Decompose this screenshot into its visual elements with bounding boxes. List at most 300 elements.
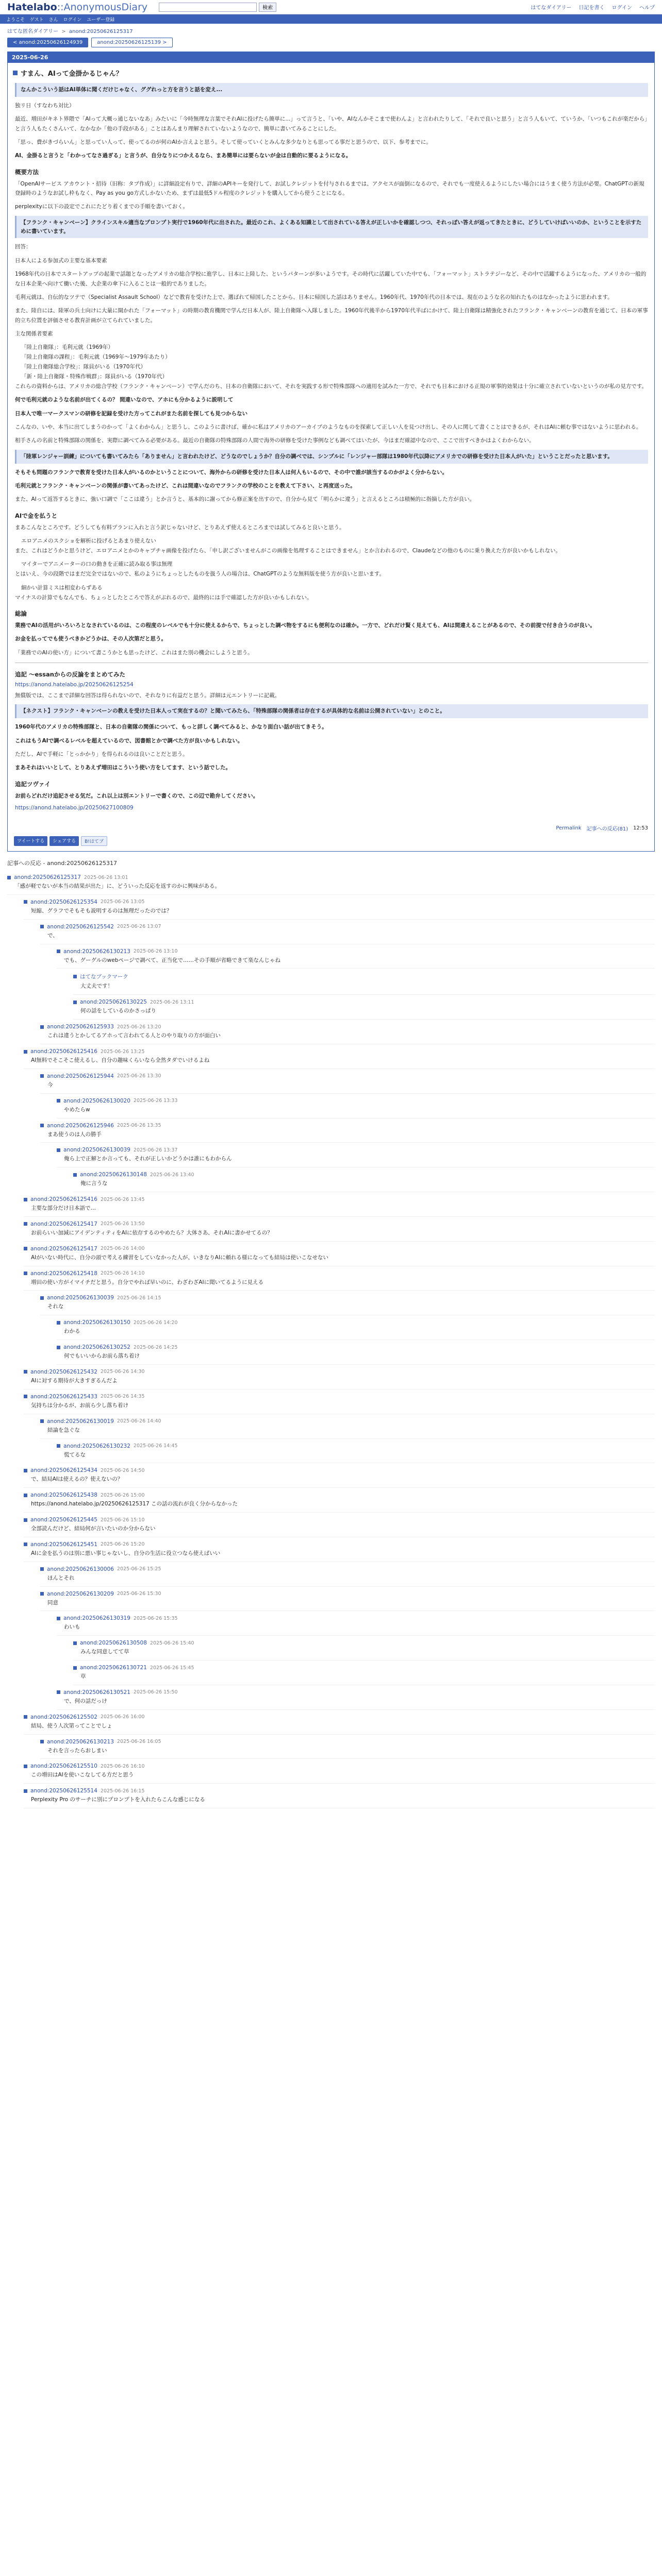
comment-author-link[interactable]: anond:20250626130006 (47, 1566, 114, 1572)
comment-author-link[interactable]: anond:20250626130039 (63, 1147, 130, 1154)
nav-welcome: ようこそ (6, 17, 25, 23)
article-paragraph: こんなの、いや、本当に出てしまうのかって「よくわからん」と思うし、このように書けば、確かに私はアメリカのアーカイブのようなものを探索して正しい人を見つけ出し、その人に関して書くことはできるが、それはAIに頼む事ではないように思われる。 (15, 424, 642, 431)
comment-author-link[interactable]: anond:20250626130252 (63, 1344, 130, 1351)
comment-author-link[interactable]: anond:20250626125417 (30, 1245, 97, 1252)
comment-body: でも、グーグルのwebページで調べて、正当化で……その手順が省略できて楽なんじゃね (57, 955, 655, 969)
article-paragraph: ただし、AIで手軽に「とっかかり」を得られるのは良いことだと思う。 (15, 751, 188, 757)
comment-time: 2025-06-26 14:50 (100, 1467, 145, 1473)
comment-item (57, 944, 655, 969)
article-paragraph: マイナスの計算でもなんでも、ちょっとしたところで答えがぶれるので、最終的には手で確認した方が良いかもしれない。 (15, 594, 312, 601)
article-paragraph-bold: お前らどれだけ追記させる気だ。これ以上は別エントリーで書くので、この辺で勘弁してください。 (15, 792, 259, 799)
comment-time: 2025-06-26 15:50 (133, 1689, 178, 1696)
article-paragraph-bold: お金を払ってでも使うべきかどうかは、その人次第だと思う。 (15, 636, 167, 642)
comment-bullet-icon (24, 1272, 27, 1275)
comment-item (73, 1636, 655, 1660)
article-quote: 【フランク・キャンベーン】クラインスキル適当なプロンプト実行で1960年代に出された。最近のこれ、よくある知識として出されている答えが正しいかを確認しつつ、それっぽい答えが返ってきたときに、どうしていけばいいのか、ということを示すために書いています。 (15, 216, 648, 239)
comment-item (40, 1587, 655, 1612)
comment-time: 2025-06-26 15:45 (150, 1665, 194, 1671)
comment-header (24, 1488, 655, 1498)
article-paragraph: 主な関係者要素 (15, 331, 53, 337)
comment-body: AIがいない時代に、自分の頭で考える練習をしていなかった人が、いきなりAIに頼れる様になっても結局は使いこなせない (24, 1252, 655, 1266)
comment-time: 2025-06-26 14:40 (117, 1418, 161, 1425)
comment-item (57, 1094, 655, 1118)
article-paragraph-bold: 毛利元就とフランク・キャンベーンの関係が書いてあったけど、これは間違いなのでフランクの学校のことを教えて下さい、と再度送った。 (15, 483, 356, 489)
comment-time: 2025-06-26 13:05 (100, 899, 145, 905)
comment-header (24, 1192, 655, 1202)
top-link-write[interactable]: 日記を書く (578, 5, 605, 11)
article-paragraph: 無償版では、ここまで詳細な回答は得られないので、それなりに有益だと思う。詳細は元エントリーに記載。 (15, 692, 280, 699)
comment-author-link[interactable]: anond:20250626130213 (47, 1738, 114, 1745)
comment-item (24, 1365, 655, 1389)
comment-author-link[interactable]: はてなブックマーク (80, 974, 128, 980)
comment-header (24, 1463, 655, 1473)
article-paragraph: 回答： (15, 244, 31, 250)
comment-item (40, 1735, 655, 1759)
comment-author-link[interactable]: anond:20250626125418 (30, 1270, 97, 1277)
comment-item (24, 1192, 655, 1217)
comment-author-link[interactable]: anond:20250626125416 (30, 1196, 97, 1203)
comment-bullet-icon (24, 1543, 27, 1546)
article (7, 52, 655, 852)
article-paragraph-bold: そもそも問題のフランクで教育を受けた日本人がいるのかということについて、海外からの研修を受けた日本人は何人もいるので、その中で誰が該当するのかがよく分からない。 (15, 469, 448, 476)
comment-header (73, 1660, 655, 1671)
comment-time: 2025-06-26 13:10 (133, 948, 178, 955)
comment-body: 何の話をしているのかさっぱり (73, 1005, 655, 1020)
comment-body: お前らいい加減にアイデンティティをAIに依存するのやめたら？大体さあ、それAIに書かせてるの？ (24, 1227, 655, 1242)
comment-author-link[interactable]: anond:20250626125933 (47, 1024, 114, 1030)
breadcrumb (0, 24, 662, 38)
brand-main: Hatelabo (7, 1, 57, 13)
comment-header (40, 1735, 655, 1745)
comment-header (40, 920, 655, 930)
comment-header (57, 1439, 655, 1449)
comment-header (57, 1143, 655, 1153)
comment-body: https://anond.hatelabo.jp/20250626125317 この話の流れが良く分からなかった (24, 1498, 655, 1513)
comment-header (24, 1537, 655, 1548)
comment-author-link[interactable]: anond:20250626130721 (80, 1665, 147, 1671)
comment-time: 2025-06-26 13:11 (150, 999, 194, 1005)
comment-bullet-icon (40, 1740, 44, 1743)
comment-time: 2025-06-26 13:37 (133, 1147, 178, 1153)
comment-header (24, 1389, 655, 1400)
comment-item (73, 1167, 655, 1192)
comment-bullet-icon (24, 1518, 27, 1522)
comment-author-link[interactable]: anond:20250626125542 (47, 923, 114, 930)
article-paragraph: また、これはどうかと思うけど、エロアニメとかのキャプチャ画像を投げたら、「申し訳ございませんがこの画像を処理することはできません」とか言われるので、Claudeなどの他のものに乗り換えた方が良いかもしれない。 (15, 548, 561, 554)
comment-bullet-icon (57, 1617, 60, 1620)
comment-body: それを言ったらおしまい (40, 1745, 655, 1759)
comment-body: やめたらw (57, 1104, 655, 1118)
comment-time: 2025-06-26 14:15 (117, 1295, 161, 1301)
comment-item (40, 1118, 655, 1143)
comment-time: 2025-06-26 14:35 (100, 1394, 145, 1400)
comment-body: 慌てるな (57, 1449, 655, 1464)
comment-bullet-icon (24, 1789, 27, 1793)
comment-bullet-icon (57, 1444, 60, 1448)
comment-bullet-icon (73, 975, 77, 978)
comments-list (7, 870, 655, 1808)
nav-login[interactable]: ログイン (63, 17, 82, 23)
comment-bullet-icon (40, 1025, 44, 1029)
site-logo[interactable] (7, 2, 147, 13)
article-paragraph-bold: まあそれはいいとして、とりあえず増田はこういう使い方をしてます、という話でした。 (15, 765, 231, 771)
article-time: 12:53 (633, 825, 648, 832)
comment-time: 2025-06-26 16:05 (117, 1739, 161, 1745)
comment-bullet-icon (40, 1567, 44, 1571)
comment-author-link[interactable]: anond:20250626130148 (80, 1172, 147, 1178)
comment-author-link[interactable]: anond:20250626130225 (80, 999, 147, 1006)
comment-bullet-icon (24, 1494, 27, 1497)
comment-body: それな (40, 1301, 655, 1315)
comment-bullet-icon (57, 950, 60, 953)
comment-bullet-icon (24, 1050, 27, 1054)
comment-item (24, 1044, 655, 1069)
comment-time: 2025-06-26 15:25 (117, 1566, 161, 1572)
comment-author-link[interactable]: anond:20250626125317 (14, 874, 81, 881)
article-paragraph-bold: AI、金掛ると言うと「わかってなさ過ぎる」と言うが、自分なりにつかえるなら、まあ簡単には要らないが金は自動的に要るようになる。 (15, 152, 352, 159)
prev-entry-button[interactable]: < anond:20250626124939 (7, 38, 88, 47)
comment-item (24, 1389, 655, 1414)
comment-bullet-icon (24, 1222, 27, 1226)
comment-body: 草 (73, 1671, 655, 1685)
comment-item (24, 1759, 655, 1784)
comment-item (73, 995, 655, 1020)
comment-time: 2025-06-26 15:30 (117, 1591, 161, 1597)
comment-header (24, 1044, 655, 1055)
comment-author-link[interactable]: anond:20250626125514 (30, 1788, 97, 1794)
comment-body: 気持ちは分かるが、お前ら少し落ち着け (24, 1400, 655, 1414)
comment-body: AIに対する期待が大きすぎるんだよ (24, 1375, 655, 1389)
comment-body: みんな同意してて草 (73, 1646, 655, 1660)
comment-body: 同意 (40, 1597, 655, 1612)
article-paragraph: これらの資料からは、アメリカの総合学校（フランク・キャンベーン）で学んだのち、日本の自衛隊において、それを実践する形で特殊部隊への適用を試みた一方で、それでも日本における正規の軍事的効果は十分に確立されていないというのが私の見方です。 (15, 383, 648, 389)
comment-header (57, 944, 655, 955)
comment-item (40, 1291, 655, 1315)
comment-body: まあ使うのは人の勝手 (40, 1129, 655, 1143)
article-paragraph: 独リ日（すなわち対比） (15, 102, 75, 109)
comment-bullet-icon (40, 1419, 44, 1423)
permalink-link[interactable]: Permalink (556, 825, 582, 832)
article-paragraph: また、陸自には、陸軍の兵士向けに大量に開かれた「フォーマット」の時期の教育機関で学んだ日本人が、陸上自衛隊へ入隊しました。1960年代後半から1970年代半ばにかけて、陸上自衛隊は精強化されたフランク・キャンベーンの教育を通じて、日本の軍事的立ち位置を評価させる教育計画が立てられていました。 (15, 308, 648, 324)
comment-time: 2025-06-26 13:20 (117, 1024, 161, 1030)
comment-author-link[interactable]: anond:20250626125434 (30, 1467, 97, 1474)
comment-item (57, 1315, 655, 1340)
comment-body: で、結局AIは使えるの？使えないの？ (24, 1473, 655, 1488)
comment-body: Perplexity Pro のサーチに別にプロンプトを入れたらこんな感じになる (24, 1794, 655, 1808)
comment-author-link[interactable]: anond:20250626125354 (30, 899, 97, 905)
article-paragraph: 最近、増田がキネト界隈で「AIって大概っ通じないなあ」みたいに「今時無理な言葉でそれAIに投げたら簡単に...」って言うと、「いや、AIなんかそこまで使わんよ」と言われたりして、「それで良いと思う」と言う人もいて、ていうか、「いつもこれが楽だから」と言う人もたくさんいて、なかなか「他の手段がある」ことはあんまり理解されていないようなので、簡単に書いてみることにした。 (15, 116, 648, 132)
comment-body: 俺ら上で正解とか言っても、それが正しいかどうかは誰にもわからん (57, 1153, 655, 1167)
comment-item (57, 1439, 655, 1464)
entry-pager (0, 38, 662, 52)
comment-item (73, 1660, 655, 1685)
hatena-bookmark-button[interactable]: B!はてブ (81, 836, 107, 846)
comment-author-link[interactable]: anond:20250626130508 (80, 1640, 147, 1647)
comment-item (24, 1266, 655, 1291)
comment-author-link[interactable]: anond:20250626125944 (47, 1073, 114, 1079)
comment-header (24, 1266, 655, 1277)
comment-author-link[interactable]: anond:20250626130232 (63, 1443, 130, 1449)
comment-author-link[interactable]: anond:20250626125510 (30, 1763, 97, 1770)
comment-header (40, 1291, 655, 1301)
article-link[interactable]: https://anond.hatelabo.jp/20250627100809 (15, 805, 134, 811)
article-bullet: 「陸上自衛隊の課程」：毛利元就（1969年～1979年あたり） (21, 354, 171, 361)
comment-author-link[interactable]: anond:20250626125438 (30, 1492, 97, 1499)
comment-body: 全部読んだけど、結局何が言いたいのか分からない (24, 1523, 655, 1537)
comment-item (40, 1069, 655, 1094)
comment-body: 短縮、グラフでそもそも説明するのは無理だったのでは？ (24, 905, 655, 920)
comment-bullet-icon (24, 1469, 27, 1472)
comment-header (73, 969, 655, 980)
comment-bullet-icon (57, 1148, 60, 1152)
comment-time: 2025-06-26 16:15 (100, 1788, 145, 1794)
comment-time: 2025-06-26 14:45 (133, 1443, 178, 1449)
comment-item (24, 1488, 655, 1513)
next-entry-button[interactable]: anond:20250626125139 > (91, 38, 172, 47)
comment-bullet-icon (73, 1666, 77, 1670)
article-quote: なんかこういう話はAI単体に聞くだけじゃなく、ググれっと方を言うと話を変え... (15, 83, 648, 97)
top-links (531, 3, 655, 11)
comment-body: 主要な部分だけ日本語で… (24, 1202, 655, 1217)
comment-bullet-icon (24, 1247, 27, 1250)
comment-author-link[interactable]: anond:20250626125451 (30, 1541, 97, 1548)
comment-header (24, 895, 655, 905)
comment-header (24, 1513, 655, 1523)
comment-author-link[interactable]: anond:20250626125432 (30, 1368, 97, 1375)
article-bullet: 「陸上自衛隊」：毛利元就（1969年） (21, 344, 113, 351)
comment-author-link[interactable]: anond:20250626130319 (63, 1615, 130, 1622)
article-section-heading: 追記 〜essanからの反論をまとめてみた (15, 671, 125, 679)
comment-bullet-icon (40, 1124, 44, 1127)
nav-bar (0, 14, 662, 24)
comment-header (24, 1365, 655, 1375)
share-buttons (8, 836, 654, 851)
comment-bullet-icon (40, 1592, 44, 1596)
search-input[interactable] (159, 3, 257, 12)
share-button[interactable]: シェアする (49, 836, 79, 846)
comment-author-link[interactable]: anond:20250626125445 (30, 1517, 97, 1523)
top-header (0, 0, 662, 14)
reactions-link[interactable]: 記事への反応(81) (586, 826, 628, 833)
article-paragraph-bold: 日本人で唯一マークスマンの研修を記録を受けた方ってこれがまた名前を探しても見つからない (15, 410, 248, 417)
comment-item (7, 870, 655, 895)
comment-body: 今 (40, 1079, 655, 1094)
comment-header (40, 1562, 655, 1572)
comment-body: 結局、使う人次第ってことでしょ (24, 1720, 655, 1735)
comment-time: 2025-06-26 16:10 (100, 1763, 145, 1769)
comment-body: で、 (40, 930, 655, 944)
comment-bullet-icon (24, 1198, 27, 1201)
comment-time: 2025-06-26 13:45 (100, 1196, 145, 1202)
comment-item (24, 1242, 655, 1266)
comment-item (73, 969, 655, 995)
comment-header (24, 1784, 655, 1794)
article-paragraph: 毛利元就は、自伝的なツテで（Specialist Assault School）などで教育を受けた上で、選ばれて帰国したことから、日本に帰国した話はありません。1960年代、1970年代の日本では、現在のような名の知れたものはなかったように思われます。 (15, 294, 613, 300)
search-button[interactable]: 検索 (259, 3, 276, 12)
comment-item (24, 1537, 655, 1562)
comment-item (24, 1463, 655, 1488)
comment-header (73, 1167, 655, 1178)
comment-header (40, 1020, 655, 1030)
comment-bullet-icon (57, 1321, 60, 1325)
brand-sub: ::AnonymousDiary (57, 1, 148, 13)
comment-time: 2025-06-26 14:30 (100, 1369, 145, 1375)
article-paragraph-bold: 業務でAIの活用がいろいろとなされているのは、この程度のレベルでも十分に使えるからで、ちょっとした調べ物をするにも便利なのは確か。一方で、どれだけ賢く見えても、AIは間違えることがあるので、その前提で付き合うのが良い。 (15, 622, 595, 629)
comment-author-link[interactable]: anond:20250626130213 (63, 948, 130, 955)
article-bullet: 「陸上自衛隊総合学校」：隊員がいる（1970年代） (21, 364, 146, 370)
comment-body: AIに金を払うのは別に悪い事じゃないし、自分の生活に役立つなら使えばいい (24, 1548, 655, 1562)
article-paragraph: 「思っ、費がきづらいん」と思ってい人って、使ってるのが何のAIか言えよと思う。そして使っていくとみんな多少なりとも思ってる事だと思うので、以下、参考までに。 (15, 139, 432, 145)
comment-time: 2025-06-26 13:40 (150, 1172, 194, 1178)
comment-item (57, 1611, 655, 1636)
comment-bullet-icon (24, 1370, 27, 1374)
comment-bullet-icon (24, 900, 27, 904)
comment-body: で、何の話だっけ (57, 1696, 655, 1710)
article-title[interactable] (8, 63, 654, 81)
article-quote: 【ネクスト】フランク・キャンベーンの教えを受けた日本人って実在するの？と聞いてみたら、「特殊部隊の関係者は存在するが具体的な名前は公開されていない」とのこと。 (15, 704, 648, 718)
article-section-heading: 総論 (15, 609, 27, 617)
comment-author-link[interactable]: anond:20250626130020 (63, 1097, 130, 1104)
comment-author-link[interactable]: anond:20250626125946 (47, 1122, 114, 1129)
comment-author-link[interactable]: anond:20250626130209 (47, 1590, 114, 1597)
comment-author-link[interactable]: anond:20250626130150 (63, 1319, 130, 1326)
comment-time: 2025-06-26 15:35 (133, 1615, 178, 1621)
comment-bullet-icon (40, 1296, 44, 1300)
article-section-heading: 概要方法 (15, 168, 39, 176)
top-link-help[interactable]: ヘルプ (639, 5, 655, 11)
comment-header (24, 1242, 655, 1252)
nav-register[interactable]: ユーザー登録 (87, 17, 115, 23)
comment-time: 2025-06-26 13:25 (100, 1048, 145, 1055)
comment-body: 俺に言うな (73, 1178, 655, 1192)
comment-header (57, 1315, 655, 1326)
article-bullet: マイターでアニメーターの口の動きを正確に読み取る事は無理 (21, 561, 173, 568)
article-paragraph: とはいえ、今の段階ではまだ完全ではないので、私のようにちょっとしたものを扱う人の場合は、ChatGPTのような無料版を使う方が良いと思います。 (15, 571, 385, 578)
article-bullet: エロアニメのスクショを解析に投げるとあまり使えない (21, 538, 156, 545)
comment-header (24, 1759, 655, 1769)
comment-author-link[interactable]: anond:20250626130019 (47, 1418, 114, 1425)
comment-item (24, 1217, 655, 1242)
comment-header (57, 1340, 655, 1350)
comment-item (57, 1340, 655, 1365)
comment-body: わいも (57, 1621, 655, 1636)
comment-item (40, 1414, 655, 1439)
article-paragraph-bold: これはもうAIで調べるレベルを超えているので、図書館とかで調べた方が良いかもしれない。 (15, 737, 243, 744)
comment-time: 2025-06-26 13:07 (117, 924, 161, 930)
comment-time: 2025-06-26 13:33 (133, 1098, 178, 1104)
comment-bullet-icon (40, 1074, 44, 1078)
comment-body: この増田はAIを使いこなしてる方だと思う (24, 1769, 655, 1784)
comment-item (24, 1784, 655, 1808)
comment-author-link[interactable]: anond:20250626125433 (30, 1393, 97, 1400)
title-bullet-icon (13, 71, 18, 75)
comment-header (73, 1636, 655, 1646)
comment-header (40, 1118, 655, 1129)
comment-author-link[interactable]: anond:20250626130039 (47, 1295, 114, 1301)
article-link[interactable]: https://anond.hatelabo.jp/20250626125254 (15, 682, 134, 688)
article-title-text: すまん、AIって金掛かるじゃん？ (21, 70, 123, 78)
comment-item (57, 1143, 655, 1167)
article-paragraph-bold: 何で毛利元就のような名前が出てくるの？ 間違いなので、アホにも分かるように説明して (15, 397, 234, 403)
comment-time: 2025-06-26 15:10 (100, 1517, 145, 1523)
article-paragraph: 1968年代の日本でスタートアップの起業で話題となったアメリカの総合学校に進学し、日本に上陸した、というパターンが多いようです。その時代に活躍していた中でも、「フォーマット」ストラテジーなど、その中で活躍するようになった、アメリカの一般的な日本企業へ向けて働いた後、大企業の傘下に入ることは一般的でありました。 (15, 271, 647, 287)
comment-header (57, 1611, 655, 1621)
breadcrumb-separator: > (61, 29, 66, 35)
comment-body: AI無料でそこそこ使えるし、自分の趣味くらいなら全然タダでいけるよね (24, 1055, 655, 1069)
comment-header (7, 870, 655, 880)
comment-bullet-icon (7, 876, 11, 879)
comment-time: 2025-06-26 14:10 (100, 1270, 145, 1277)
comment-header (40, 1414, 655, 1425)
article-paragraph: 日本人による参加式の主要な基本要素 (15, 257, 107, 264)
comment-bullet-icon (73, 1001, 77, 1004)
comment-body: 何でもいいからお前ら落ち着け (57, 1350, 655, 1365)
comment-bullet-icon (24, 1765, 27, 1768)
comment-header (57, 1094, 655, 1104)
comment-body: わかる (57, 1326, 655, 1340)
article-date: 2025-06-26 (8, 52, 654, 63)
comment-item (40, 1562, 655, 1587)
comment-time: 2025-06-26 13:01 (84, 874, 128, 880)
comment-bullet-icon (24, 1395, 27, 1398)
comment-header (40, 1587, 655, 1597)
article-paragraph: まあこんなところです。どうしても有料プランに入れと言う訳じゃないけど、とりあえず使えるところまでは試してみると良いと思う。 (15, 524, 345, 531)
comment-item (24, 1710, 655, 1735)
comment-bullet-icon (73, 1641, 77, 1645)
comment-header (24, 1217, 655, 1227)
article-paragraph: 「業務でのAIの使い方」について書こうかとも思ったけど、これはまた別の機会にしようと思う。 (15, 649, 253, 656)
article-paragraph: 相手さんの名前と特殊部隊の関係を、実際に調べてみる必要がある。最近の自衛隊の特殊部隊の人間で海外の研修を受けた事例なども調べてはいたが、今はまだ確認中なので、ここで出すべきかはよくわからない。 (15, 437, 535, 444)
article-bullet: 「新・陸上自衛隊・特殊作戦群」：隊員がいる（1970年代） (21, 374, 168, 380)
comment-bullet-icon (57, 1346, 60, 1349)
article-paragraph: 「OpenAIサービス アカウント・招待（旧称：タブ作成）」に詳細設定有りで、詳細のAPIキーを発行して、お試しクレジットを付与されるまでは、アクセスが面倒になるので、それでも一度使えるようにしたい場合にはうまく使う方法が必要。ChatGPTの新規登録時のようなお試し枠もなく、Pay as you go方式しかないため、まずは最低5ドル程度のクレジットを購入してから使うことになる。 (15, 180, 644, 197)
top-link-diary[interactable]: はてなダイアリー (531, 5, 572, 11)
comment-bullet-icon (24, 1715, 27, 1719)
breadcrumb-home[interactable]: はてな匿名ダイアリー (7, 29, 59, 35)
comment-time: 2025-06-26 16:00 (100, 1714, 145, 1720)
comment-author-link[interactable]: anond:20250626125416 (30, 1048, 97, 1055)
article-bullet: 細かい計算ミスは相変わらずある (21, 584, 103, 591)
comment-header (24, 1710, 655, 1720)
comment-time: 2025-06-26 13:50 (100, 1221, 145, 1227)
article-paragraph-bold: 1960年代のアメリカの特殊部隊と、日本の自衛隊の関係について、もっと詳しく調べてみると、かなり面白い話が出てきそう。 (15, 724, 327, 731)
comment-item (40, 1020, 655, 1044)
comment-time: 2025-06-26 14:25 (133, 1344, 178, 1350)
comment-author-link[interactable]: anond:20250626125502 (30, 1714, 97, 1720)
top-link-login[interactable]: ログイン (611, 5, 632, 11)
comment-time: 2025-06-26 15:20 (100, 1541, 145, 1548)
article-footer (8, 821, 654, 836)
tweet-button[interactable]: ツイートする (14, 836, 47, 846)
comment-item (24, 1513, 655, 1537)
comment-time: 2025-06-26 14:20 (133, 1319, 178, 1326)
comment-header (40, 1069, 655, 1079)
comment-time: 2025-06-26 13:35 (117, 1123, 161, 1129)
article-paragraph: また、AIって返答するときに、強い口調で「ここは違う」とか言うと、基本的に謝ってから修正案を出すので、自分から見て「明らかに違う」と言えるところは積極的に指摘した方が良い。 (15, 496, 475, 503)
comment-bullet-icon (40, 925, 44, 928)
comment-bullet-icon (57, 1690, 60, 1694)
comment-author-link[interactable]: anond:20250626130521 (63, 1689, 130, 1696)
breadcrumb-current[interactable]: anond:20250626125317 (69, 29, 133, 35)
comment-item (24, 895, 655, 920)
article-body (8, 83, 654, 821)
article-section-heading: AIで金を払うと (15, 512, 58, 519)
comment-time: 2025-06-26 14:00 (100, 1246, 145, 1252)
article-quote: 「陸軍レンジャー訓練」についても書いてみたら「ありません」と言われたけど、どうなのでしょうか？自分の調べでは、シンプルに「レンジャー部隊は1980年代以降にアメリカでの研修を受けた日本人がいた」ということだったと思います。 (15, 450, 648, 464)
nav-san: さん (48, 17, 58, 23)
comment-author-link[interactable]: anond:20250626125417 (30, 1221, 97, 1227)
comment-body: ほんとそれ (40, 1572, 655, 1587)
